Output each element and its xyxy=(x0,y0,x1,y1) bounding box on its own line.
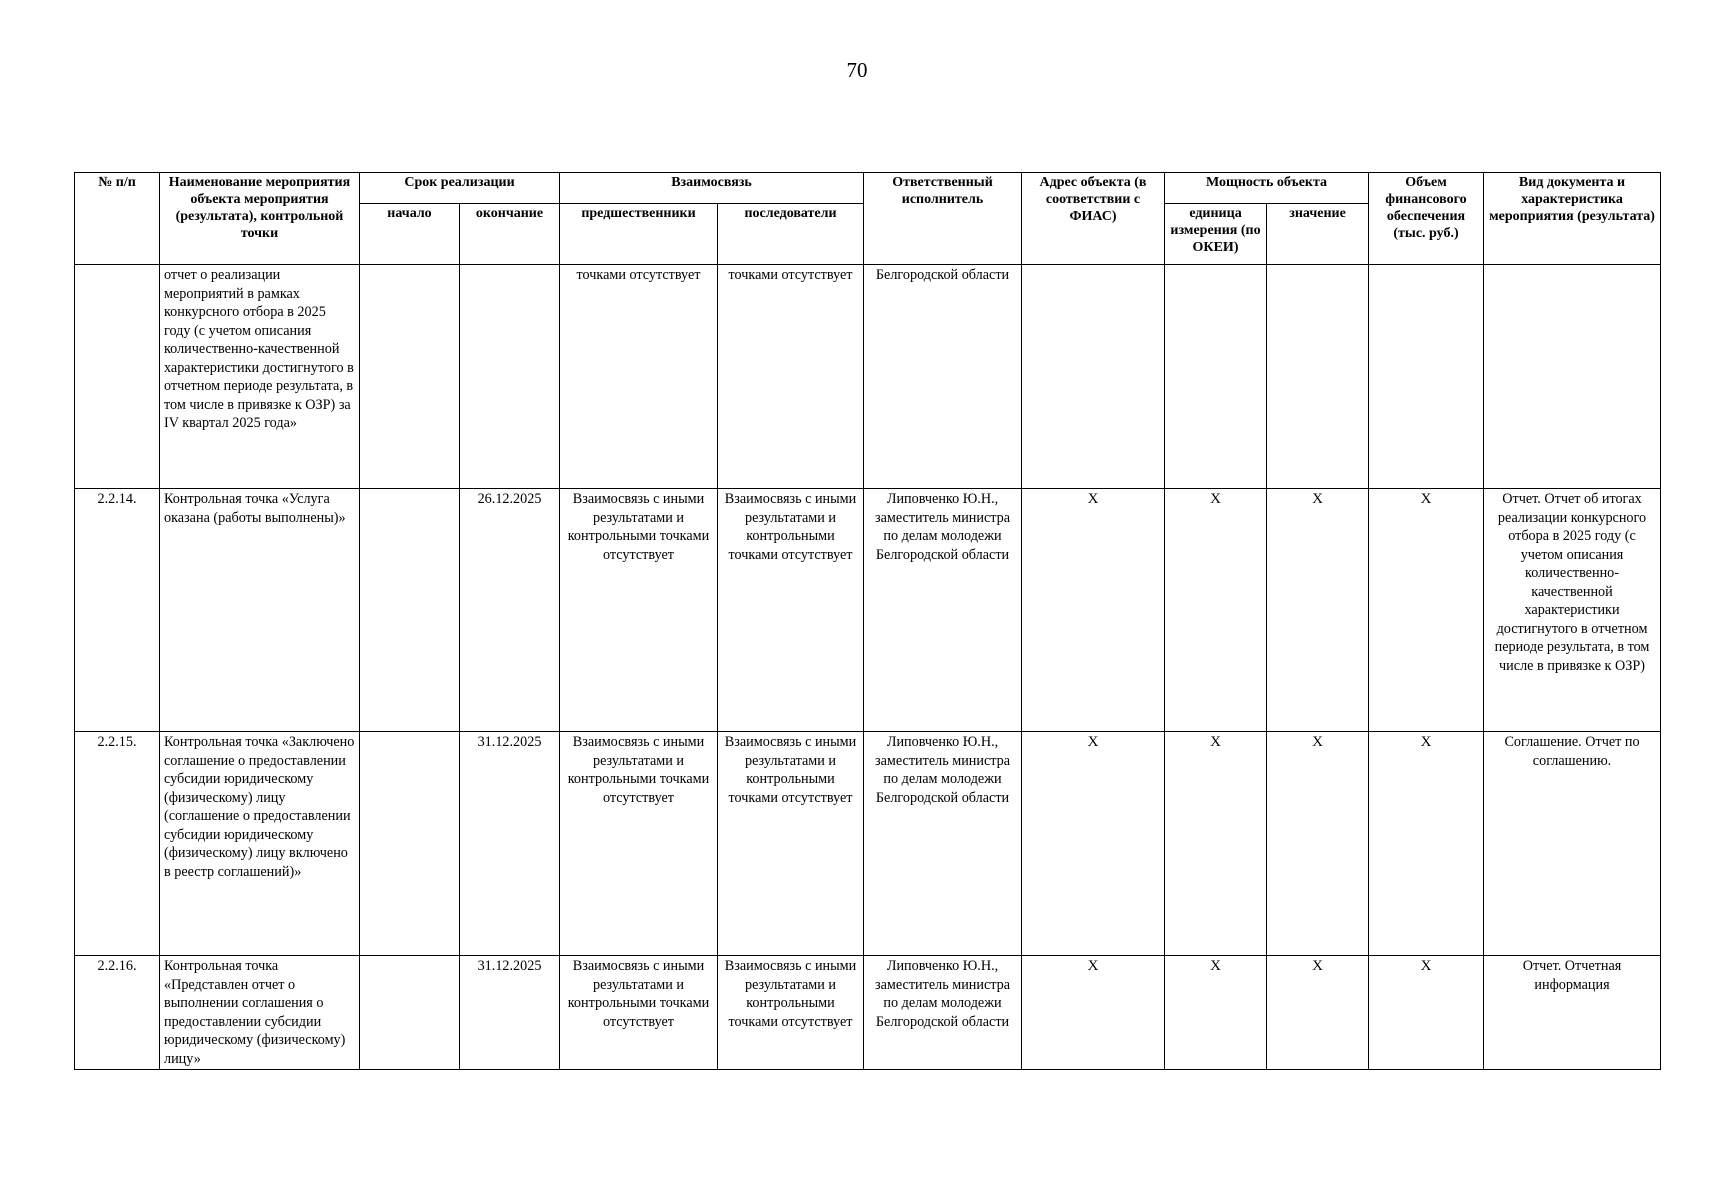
row-end xyxy=(460,265,560,489)
table-row xyxy=(75,956,1661,1070)
row-start xyxy=(360,956,460,1070)
row-predecessors: Взаимосвязь с иными результатами и контрольными точками отсутствует xyxy=(560,732,718,956)
events-table xyxy=(74,172,1661,1070)
row-doc: Отчет. Отчетная информация xyxy=(1484,956,1661,1070)
row-name: Контрольная точка «Представлен отчет о выполнении соглашения о предоставлении субсидии юридическому (физическому) лицу» xyxy=(160,956,360,1070)
row-address xyxy=(1022,265,1165,489)
table-row xyxy=(75,732,1661,956)
row-successors: Взаимосвязь с иными результатами и контрольными точками отсутствует xyxy=(718,732,864,956)
header-unit: единица измерения (по ОКЕИ) xyxy=(1165,204,1267,265)
row-value: X xyxy=(1267,732,1369,956)
row-unit: X xyxy=(1165,489,1267,732)
row-finance: X xyxy=(1369,956,1484,1070)
row-value xyxy=(1267,265,1369,489)
header-relation: Взаимосвязь xyxy=(560,173,864,204)
row-doc: Отчет. Отчет об итогах реализации конкурсного отбора в 2025 году (с учетом описания количественно-качественной характеристики достигнутого в отчетном периоде результата, в том числе в привязке к ОЗР) xyxy=(1484,489,1661,732)
table-row xyxy=(75,489,1661,732)
row-start xyxy=(360,265,460,489)
header-period: Срок реализации xyxy=(360,173,560,204)
row-successors: Взаимосвязь с иными результатами и контрольными точками отсутствует xyxy=(718,489,864,732)
header-name: Наименование мероприятия объекта мероприятия (результата), контрольной точки xyxy=(160,173,360,265)
row-end: 31.12.2025 xyxy=(460,956,560,1070)
row-address: X xyxy=(1022,489,1165,732)
row-executor: Липовченко Ю.Н., заместитель министра по делам молодежи Белгородской области xyxy=(864,489,1022,732)
row-address: X xyxy=(1022,732,1165,956)
header-successors: последователи xyxy=(718,204,864,265)
header-capacity: Мощность объекта xyxy=(1165,173,1369,204)
row-value: X xyxy=(1267,489,1369,732)
row-num xyxy=(75,265,160,489)
row-finance: X xyxy=(1369,732,1484,956)
row-successors: точками отсутствует xyxy=(718,265,864,489)
row-finance: X xyxy=(1369,489,1484,732)
header-predecessors: предшественники xyxy=(560,204,718,265)
row-value: X xyxy=(1267,956,1369,1070)
row-address: X xyxy=(1022,956,1165,1070)
header-executor: Ответственный исполнитель xyxy=(864,173,1022,265)
row-start xyxy=(360,489,460,732)
header-num: № п/п xyxy=(75,173,160,265)
row-executor: Липовченко Ю.Н., заместитель министра по делам молодежи Белгородской области xyxy=(864,956,1022,1070)
header-period-end: окончание xyxy=(460,204,560,265)
table-row xyxy=(75,265,1661,489)
row-doc: Соглашение. Отчет по соглашению. xyxy=(1484,732,1661,956)
header-period-start: начало xyxy=(360,204,460,265)
row-predecessors: точками отсутствует xyxy=(560,265,718,489)
row-unit xyxy=(1165,265,1267,489)
row-num: 2.2.14. xyxy=(75,489,160,732)
row-successors: Взаимосвязь с иными результатами и контрольными точками отсутствует xyxy=(718,956,864,1070)
row-num: 2.2.15. xyxy=(75,732,160,956)
row-end: 31.12.2025 xyxy=(460,732,560,956)
row-finance xyxy=(1369,265,1484,489)
row-doc xyxy=(1484,265,1661,489)
row-name: Контрольная точка «Услуга оказана (работы выполнены)» xyxy=(160,489,360,732)
header-doc: Вид документа и характеристика мероприятия (результата) xyxy=(1484,173,1661,265)
row-end: 26.12.2025 xyxy=(460,489,560,732)
row-start xyxy=(360,732,460,956)
row-predecessors: Взаимосвязь с иными результатами и контрольными точками отсутствует xyxy=(560,489,718,732)
row-name: Контрольная точка «Заключено соглашение о предоставлении субсидии юридическому (физическому) лицу (соглашение о предоставлении субсидии юридическому (физическому) лицу включено в реестр соглашений)» xyxy=(160,732,360,956)
row-num: 2.2.16. xyxy=(75,956,160,1070)
row-executor: Белгородской области xyxy=(864,265,1022,489)
row-name: отчет о реализации мероприятий в рамках конкурсного отбора в 2025 году (с учетом описания количественно-качественной характеристики достигнутого в отчетном периоде результата, в том числе в привязке к ОЗР) за IV квартал 2025 года» xyxy=(160,265,360,489)
header-value: значение xyxy=(1267,204,1369,265)
row-unit: X xyxy=(1165,956,1267,1070)
row-unit: X xyxy=(1165,732,1267,956)
page-number: 70 xyxy=(846,58,868,82)
header-finance: Объем финансового обеспечения (тыс. руб.) xyxy=(1369,173,1484,265)
row-executor: Липовченко Ю.Н., заместитель министра по делам молодежи Белгородской области xyxy=(864,732,1022,956)
header-address: Адрес объекта (в соответствии с ФИАС) xyxy=(1022,173,1165,265)
row-predecessors: Взаимосвязь с иными результатами и контрольными точками отсутствует xyxy=(560,956,718,1070)
